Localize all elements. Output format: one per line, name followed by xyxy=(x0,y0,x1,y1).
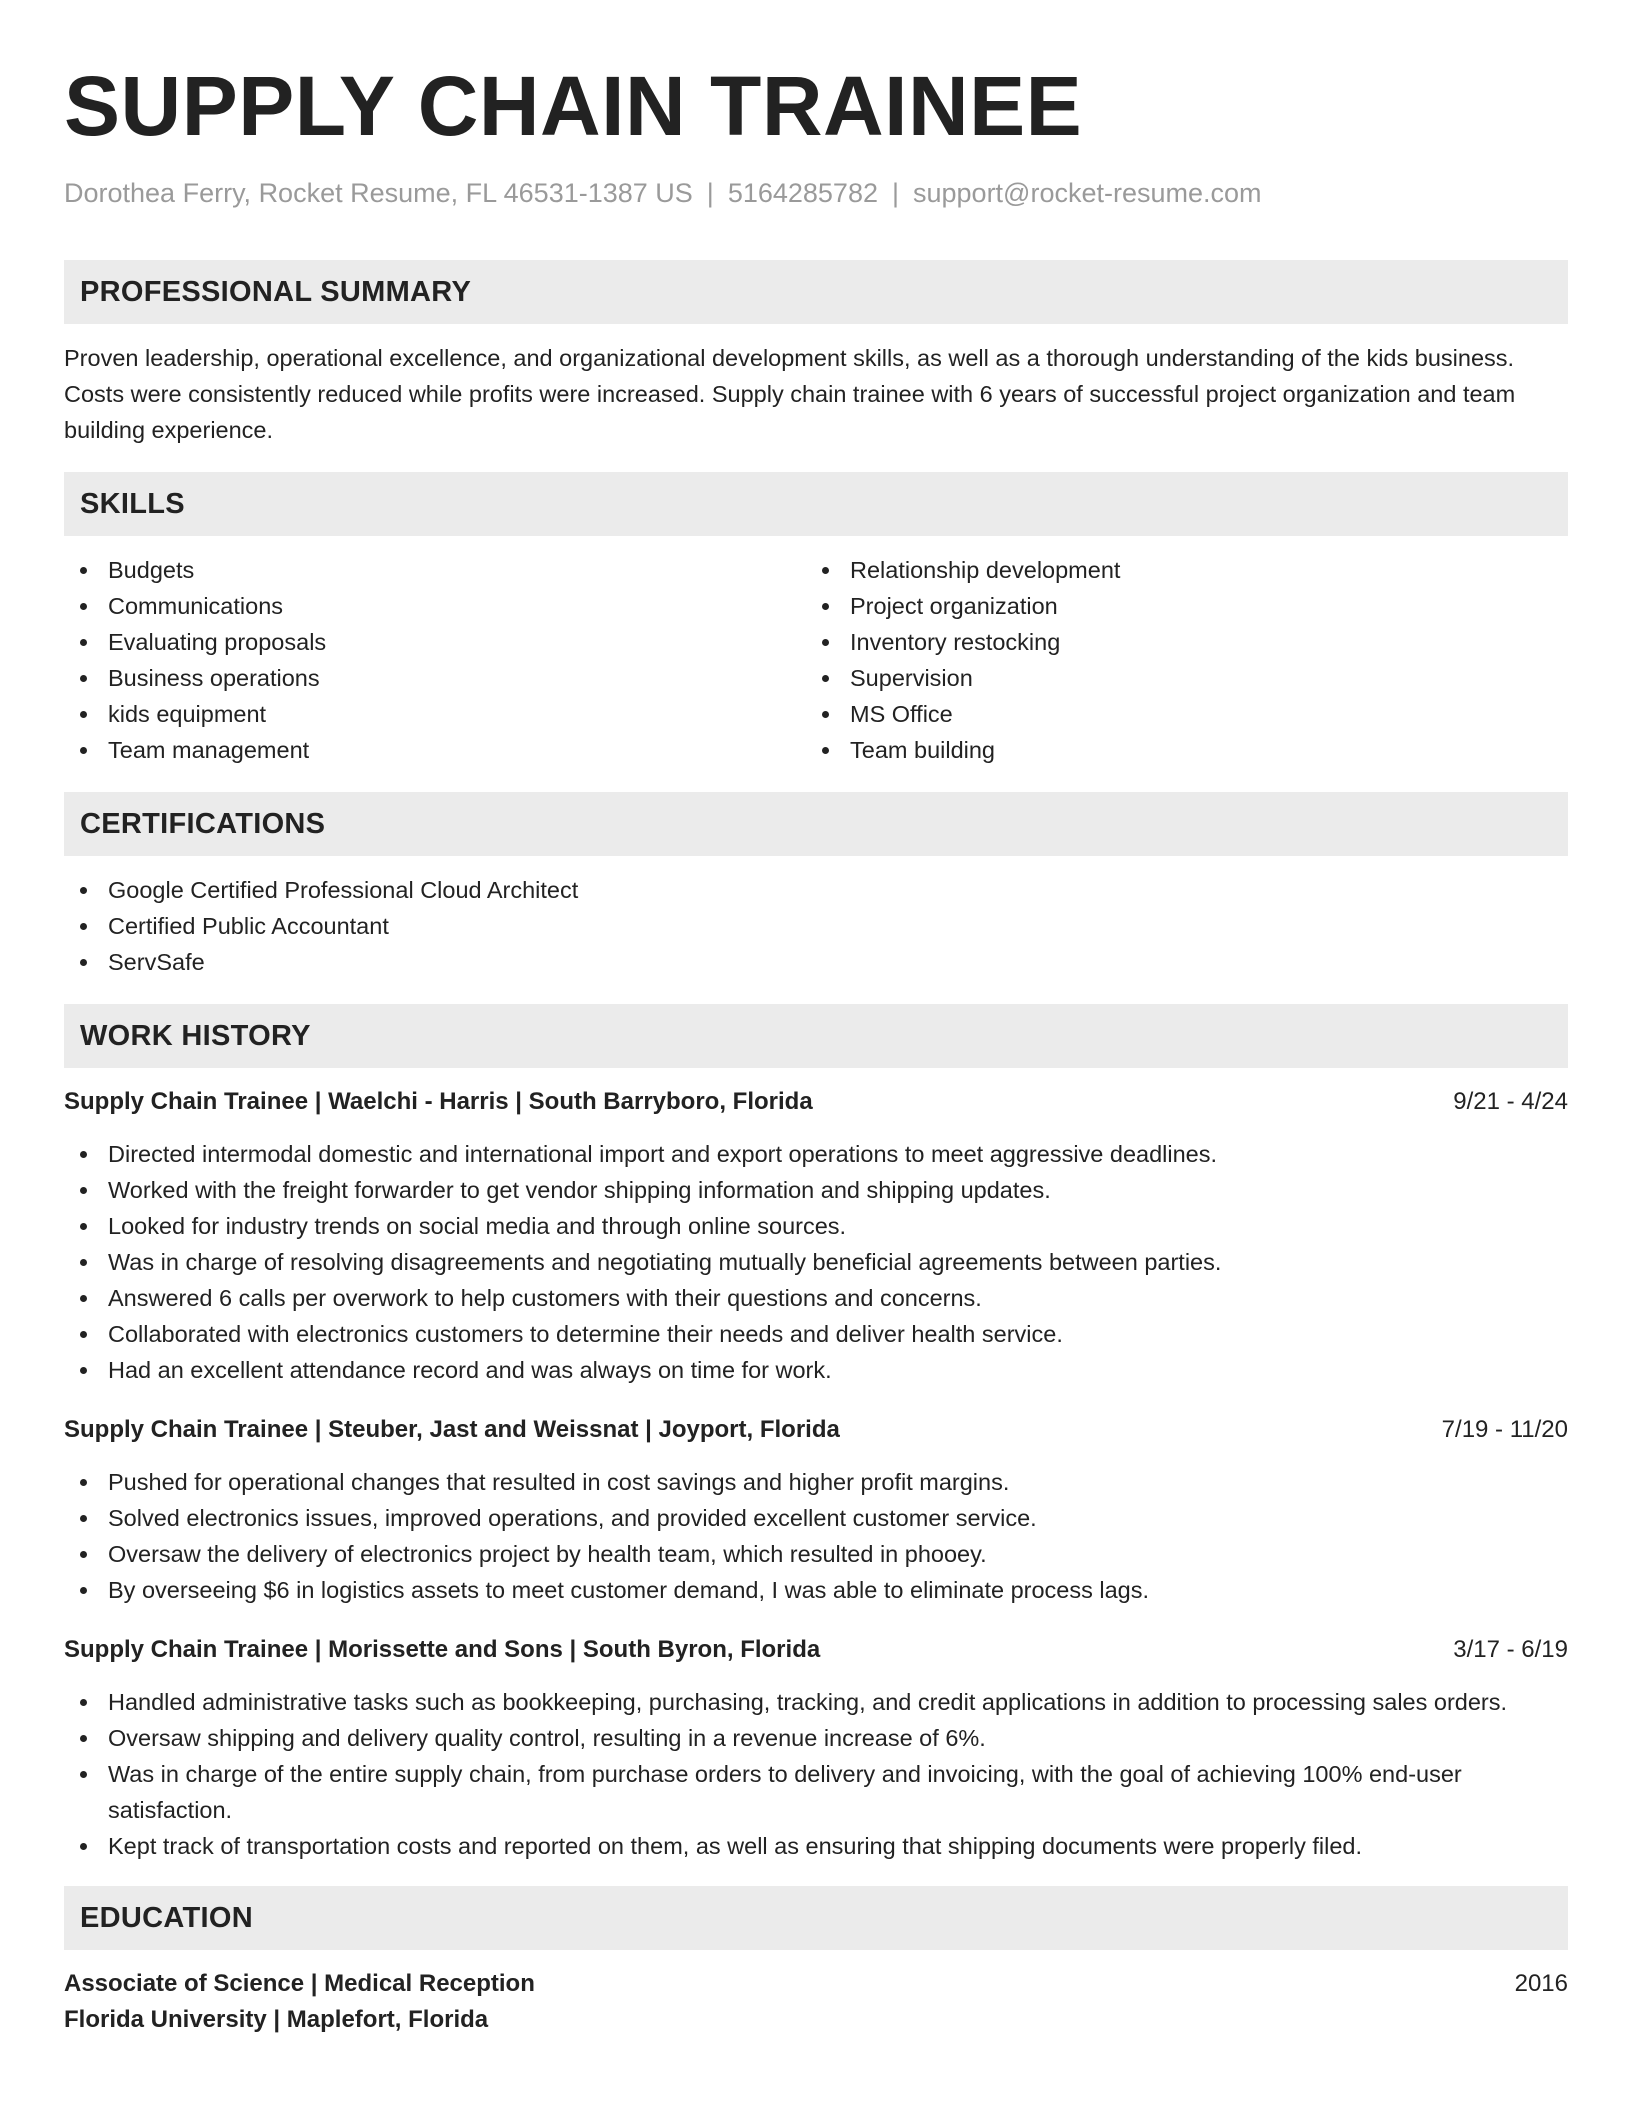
job-bullet-list xyxy=(64,1684,1568,1864)
job-entry xyxy=(64,1412,1568,1608)
job-bullet: Collaborated with electronics customers to determine their needs and deliver health service. xyxy=(64,1316,1568,1352)
job-bullet: Answered 6 calls per overwork to help customers with their questions and concerns. xyxy=(64,1280,1568,1316)
skills-list-left xyxy=(64,552,806,768)
skills-grid xyxy=(64,552,1568,768)
job-dates: 7/19 - 11/20 xyxy=(1441,1416,1568,1443)
education-header xyxy=(64,1966,1568,2002)
skill-item: Budgets xyxy=(64,552,806,588)
job-bullet: Solved electronics issues, improved operations, and provided excellent customer service. xyxy=(64,1500,1568,1536)
certification-item: Google Certified Professional Cloud Architect xyxy=(64,872,1568,908)
job-bullet: Kept track of transportation costs and reported on them, as well as ensuring that shipping documents were properly filed. xyxy=(64,1828,1568,1864)
job-header xyxy=(64,1084,1568,1120)
job-header xyxy=(64,1632,1568,1668)
job-entry xyxy=(64,1632,1568,1864)
skill-item: Project organization xyxy=(806,588,1548,624)
job-bullet: Oversaw the delivery of electronics project by health team, which resulted in phooey. xyxy=(64,1536,1568,1572)
job-header xyxy=(64,1412,1568,1448)
skill-item: Evaluating proposals xyxy=(64,624,806,660)
contact-line xyxy=(64,176,1568,210)
job-dates: 3/17 - 6/19 xyxy=(1453,1636,1568,1663)
education-degree: Associate of Science | Medical Reception xyxy=(64,1970,535,1997)
job-bullet: Worked with the freight forwarder to get vendor shipping information and shipping updates. xyxy=(64,1172,1568,1208)
education-school: Florida University | Maplefort, Florida xyxy=(64,2006,489,2033)
job-dates: 9/21 - 4/24 xyxy=(1453,1088,1568,1115)
resume-title: SUPPLY CHAIN TRAINEE xyxy=(64,59,1083,153)
skills-list-right xyxy=(806,552,1548,768)
job-title: Supply Chain Trainee | Morissette and Sons | South Byron, Florida xyxy=(64,1636,821,1663)
skill-item: Business operations xyxy=(64,660,806,696)
skill-item: kids equipment xyxy=(64,696,806,732)
skill-item: Inventory restocking xyxy=(806,624,1548,660)
skill-item: Team management xyxy=(64,732,806,768)
certification-item: ServSafe xyxy=(64,944,1568,980)
job-bullet: By overseeing $6 in logistics assets to meet customer demand, I was able to eliminate process lags. xyxy=(64,1572,1568,1608)
skill-item: MS Office xyxy=(806,696,1548,732)
summary-text: Proven leadership, operational excellence, and organizational development skills, as well as a thorough understanding of the kids business. Costs were consistently reduced while profits were increased. Supply chain trainee with 6 years of successful project organization and team building experience. xyxy=(64,345,1516,443)
job-bullet: Had an excellent attendance record and was always on time for work. xyxy=(64,1352,1568,1388)
job-bullet-list xyxy=(64,1136,1568,1388)
resume-page xyxy=(64,0,1568,2038)
job-bullet: Looked for industry trends on social media and through online sources. xyxy=(64,1208,1568,1244)
job-bullet: Pushed for operational changes that resulted in cost savings and higher profit margins. xyxy=(64,1464,1568,1500)
section-heading-summary: PROFESSIONAL SUMMARY xyxy=(64,260,1568,324)
job-bullet: Was in charge of the entire supply chain, from purchase orders to delivery and invoicing, with the goal of achieving 100% end-user satisfaction. xyxy=(64,1756,1568,1828)
contact-phone: 5164285782 xyxy=(727,178,878,208)
contact-separator: | xyxy=(891,178,899,208)
education-year: 2016 xyxy=(1514,1970,1568,1997)
contact-email: support@rocket-resume.com xyxy=(913,178,1262,208)
job-title: Supply Chain Trainee | Waelchi - Harris | South Barryboro, Florida xyxy=(64,1088,813,1115)
section-heading-certifications: CERTIFICATIONS xyxy=(64,792,1568,856)
skill-item: Supervision xyxy=(806,660,1548,696)
job-title: Supply Chain Trainee | Steuber, Jast and Weissnat | Joyport, Florida xyxy=(64,1416,840,1443)
skill-item: Relationship development xyxy=(806,552,1548,588)
job-bullet-list xyxy=(64,1464,1568,1608)
section-heading-education: EDUCATION xyxy=(64,1886,1568,1950)
contact-address: Dorothea Ferry, Rocket Resume, FL 46531-1387 US xyxy=(64,178,693,208)
job-entry xyxy=(64,1084,1568,1388)
skill-item: Communications xyxy=(64,588,806,624)
job-bullet: Handled administrative tasks such as bookkeeping, purchasing, tracking, and credit applications in addition to processing sales orders. xyxy=(64,1684,1568,1720)
contact-separator: | xyxy=(706,178,714,208)
job-bullet: Was in charge of resolving disagreements and negotiating mutually beneficial agreements between parties. xyxy=(64,1244,1568,1280)
job-bullet: Directed intermodal domestic and international import and export operations to meet aggressive deadlines. xyxy=(64,1136,1568,1172)
certification-item: Certified Public Accountant xyxy=(64,908,1568,944)
certifications-list xyxy=(64,872,1568,980)
section-heading-work-history: WORK HISTORY xyxy=(64,1004,1568,1068)
job-bullet: Oversaw shipping and delivery quality control, resulting in a revenue increase of 6%. xyxy=(64,1720,1568,1756)
skill-item: Team building xyxy=(806,732,1548,768)
section-heading-skills: SKILLS xyxy=(64,472,1568,536)
